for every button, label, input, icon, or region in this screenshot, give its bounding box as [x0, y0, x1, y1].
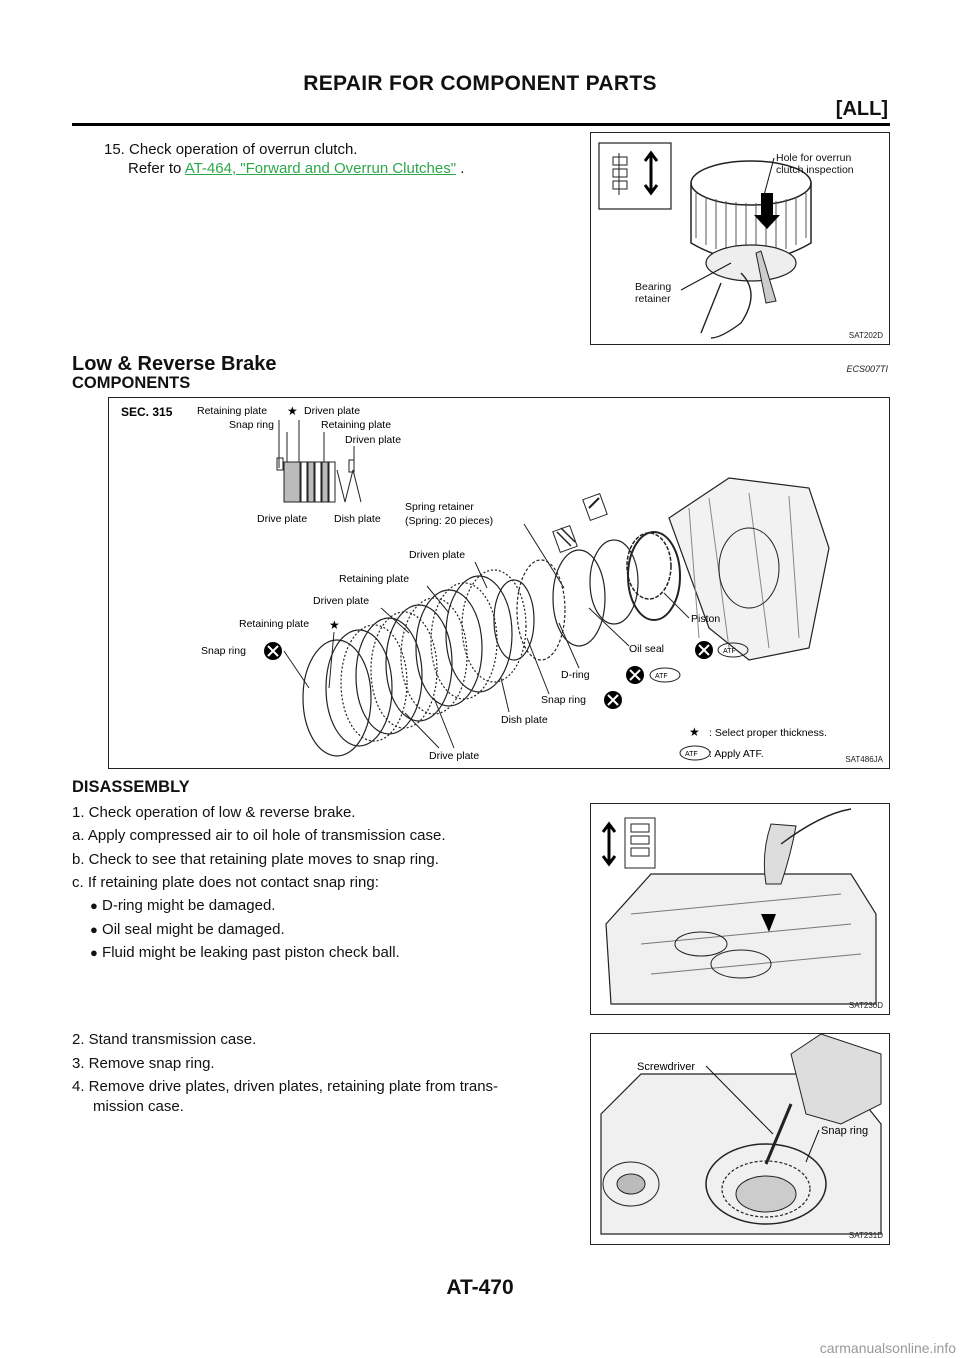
label-drive-plate-bottom: Drive plate — [429, 750, 480, 762]
ring-marker-icon — [553, 526, 577, 553]
link-forward-overrun-clutches[interactable]: AT-464, "Forward and Overrun Clutches" — [184, 160, 457, 177]
label-driven-plate-low: Driven plate — [313, 595, 370, 607]
bullet-item: ● Oil seal might be damaged. — [90, 921, 285, 938]
label-snap-ring-top: Snap ring — [229, 419, 274, 431]
legend-star-text: : Select proper thickness. — [709, 727, 827, 739]
label-retaining-plate-low: Retaining plate — [239, 618, 310, 630]
disassembly-step-b: b. Check to see that retaining plate moves to snap ring. — [72, 851, 439, 868]
page-header-title: REPAIR FOR COMPONENT PARTS — [303, 72, 657, 95]
label-retaining-plate-mid: Retaining plate — [339, 573, 410, 585]
star-icon: ★ — [287, 404, 298, 418]
torx-icon — [626, 666, 644, 684]
label-snap-ring-left: Snap ring — [201, 645, 246, 657]
ring-marker-icon — [583, 494, 607, 521]
disassembly-step-4-cont: mission case. — [93, 1098, 184, 1115]
page-header-section: [ALL] — [835, 98, 888, 120]
bullet-item: ● D-ring might be damaged. — [90, 897, 276, 914]
torx-icon — [695, 641, 713, 659]
label-oil-seal: Oil seal — [629, 643, 665, 655]
step-15-refer — [128, 159, 464, 179]
disassembly-step-a: a. Apply compressed air to oil hole of transmission case. — [72, 827, 446, 844]
label-piston: Piston — [691, 613, 721, 625]
torx-icon — [604, 691, 622, 709]
disassembly-step-3: 3. Remove snap ring. — [72, 1055, 215, 1072]
watermark: carmanualsonline.info — [819, 1340, 956, 1356]
fig1-callout-hole-2: clutch inspection — [776, 164, 854, 176]
label-driven-plate-mid: Driven plate — [409, 549, 466, 561]
figure-label: SAT231D — [848, 1231, 883, 1240]
atf-icon — [680, 746, 710, 760]
fig1-callout-hole-1: Hole for overrun — [776, 152, 852, 164]
label-dish-plate-left: Dish plate — [334, 513, 381, 525]
figure-label: SAT230D — [848, 1001, 883, 1010]
legend-atf-text: : Apply ATF. — [709, 748, 764, 760]
figure-label: SAT202D — [848, 331, 883, 340]
figure-components — [108, 397, 890, 769]
svg-text:ATF: ATF — [655, 673, 668, 680]
star-icon: ★ — [329, 618, 340, 632]
components-heading: COMPONENTS — [72, 374, 191, 392]
page-number: AT-470 — [446, 1276, 514, 1299]
label-driven-plate-2: Driven plate — [345, 434, 402, 446]
section-title: Low & Reverse Brake — [72, 353, 277, 375]
figure-remove-snap-ring — [590, 1033, 890, 1245]
bullet-item: ● Fluid might be leaking past piston check ball. — [90, 944, 400, 961]
section-code: ECS007TI — [846, 364, 888, 374]
star-icon: ★ — [689, 725, 700, 739]
figure-label: SAT486JA — [845, 755, 883, 764]
torx-icon — [264, 642, 282, 660]
bullet-icon: ● — [90, 945, 98, 960]
fig1-callout-bearing-2: retainer — [635, 293, 671, 305]
refer-suffix: . — [456, 160, 465, 177]
bullet-icon: ● — [90, 898, 98, 913]
fig4-label-snap-ring: Snap ring — [821, 1125, 869, 1137]
figure-overrun-clutch — [590, 132, 890, 345]
label-retaining-plate-2: Retaining plate — [321, 419, 392, 431]
svg-text:ATF: ATF — [685, 751, 698, 758]
fig-sec-number: SEC. 315 — [121, 405, 173, 419]
label-retaining-plate-top: Retaining plate — [197, 405, 268, 417]
disassembly-step-1: 1. Check operation of low & reverse brake. — [72, 804, 356, 821]
svg-text:ATF: ATF — [723, 648, 736, 655]
step-15-text: 15. Check operation of overrun clutch. — [104, 141, 358, 158]
fig1-callout-bearing-1: Bearing — [635, 281, 672, 293]
label-dish-plate-bottom: Dish plate — [501, 714, 548, 726]
refer-prefix: Refer to — [128, 160, 185, 177]
disassembly-step-2: 2. Stand transmission case. — [72, 1031, 257, 1048]
disassembly-step-c: c. If retaining plate does not contact snap ring: — [72, 874, 379, 891]
label-snap-ring-bottom: Snap ring — [541, 694, 586, 706]
label-drive-plate-left: Drive plate — [257, 513, 308, 525]
label-spring-retainer-1: Spring retainer — [405, 501, 474, 513]
figure-compressed-air — [590, 803, 890, 1015]
label-spring-retainer-2: (Spring: 20 pieces) — [405, 515, 494, 527]
header-divider — [72, 123, 890, 126]
label-d-ring: D-ring — [561, 669, 590, 681]
fig4-label-screwdriver: Screwdriver — [637, 1061, 696, 1073]
atf-icon — [650, 668, 680, 682]
label-driven-plate-top: Driven plate — [304, 405, 361, 417]
bullet-icon: ● — [90, 922, 98, 937]
disassembly-step-4: 4. Remove drive plates, driven plates, retaining plate from trans- — [72, 1078, 499, 1095]
disassembly-heading: DISASSEMBLY — [72, 778, 190, 796]
